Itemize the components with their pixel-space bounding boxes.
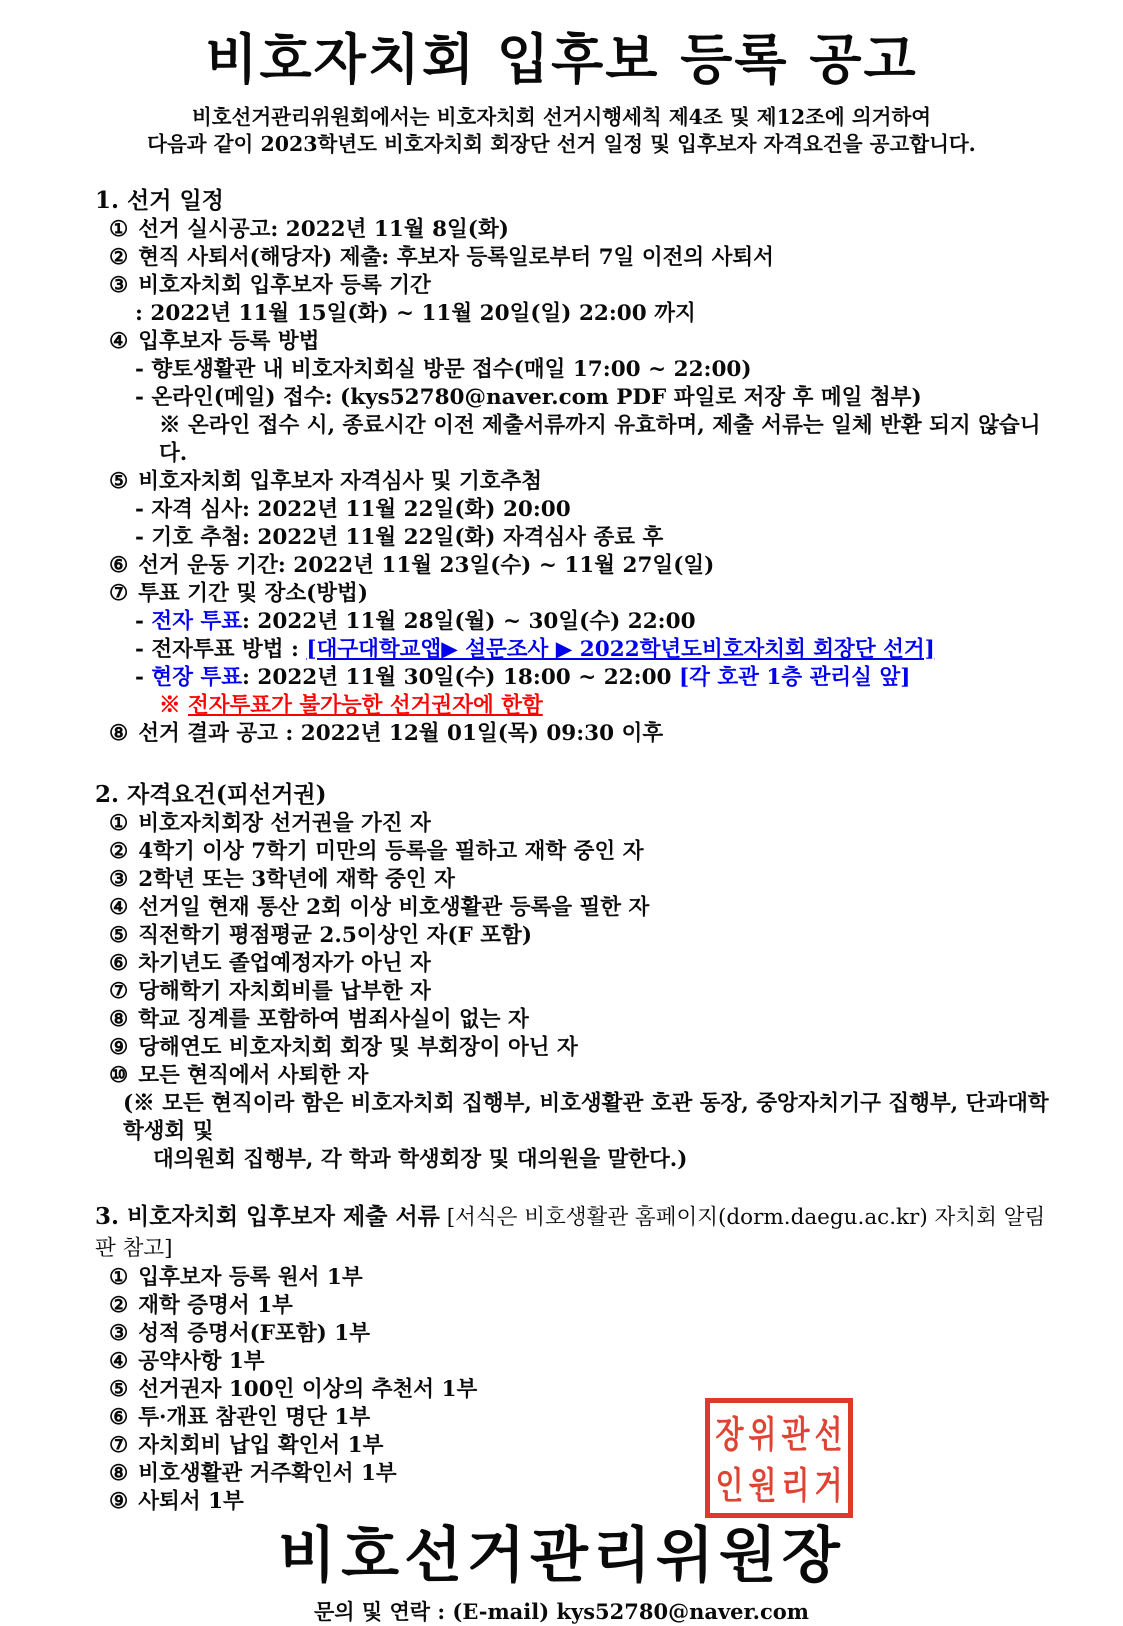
qualification-review-line: - 자격 심사: 2022년 11월 22일(화) 20:00	[135, 497, 571, 522]
item-text: 차기년도 졸업예정자가 아닌 자	[138, 951, 431, 976]
onsite-vote-label: 현장 투표	[151, 665, 242, 690]
registration-visit-line: - 향토생활관 내 비호자치회실 방문 접수(매일 17:00 ~ 22:00)	[135, 357, 752, 382]
seal-char: 리	[781, 1464, 810, 1507]
item-number: ②	[109, 245, 129, 270]
onsite-vote-date: : 2022년 11월 30일(수) 18:00 ~ 22:00	[241, 665, 679, 690]
registration-note: ※ 온라인 접수 시, 종료시간 이전 제출서류까지 유효하며, 제출 서류는 일체 반환 되지 않습니다.	[159, 413, 1041, 466]
page-title: 비호자치회 입후보 등록 공고	[205, 27, 918, 91]
eligibility-item-7	[95, 978, 1063, 1006]
section-2-heading: 2. 자격요건(피선거권)	[95, 781, 327, 808]
section-3-heading-reference: [서식은 비호생활관 홈페이지(dorm.daegu.ac.kr) 자치회 알림판 참고]	[95, 1205, 1046, 1261]
document-item-4	[95, 1348, 1063, 1376]
section-election-schedule	[95, 186, 1063, 748]
item-number: ⑨	[109, 1489, 129, 1514]
document-item-3	[95, 1320, 1063, 1348]
onsite-vote-line	[95, 664, 1063, 692]
section-3-heading-main: 3. 비호자치회 입후보자 제출 서류	[95, 1203, 440, 1230]
item-number: ⑦	[109, 581, 129, 606]
contact-line: 문의 및 연락 : (E-mail) kys52780@naver.com	[313, 1599, 810, 1624]
document-item-1	[95, 1264, 1063, 1292]
item-number: ⑧	[109, 1007, 129, 1032]
subtitle-line-2: 다음과 같이 2023학년도 비호자치회 회장단 선거 일정 및 입후보자 자격요건을 공고합니다.	[147, 132, 976, 156]
item-number: ③	[109, 273, 129, 298]
item-number: ⑦	[109, 979, 129, 1004]
schedule-item-1	[95, 216, 1063, 244]
item-text: 선거 실시공고: 2022년 11월 8일(화)	[138, 217, 509, 242]
item-text: 선거권자 100인 이상의 추천서 1부	[138, 1377, 478, 1402]
schedule-item-8	[95, 720, 1063, 748]
eligibility-item-2	[95, 838, 1063, 866]
dash: -	[135, 609, 152, 634]
schedule-item-3	[95, 272, 1063, 300]
electronic-vote-label: 전자 투표	[151, 609, 242, 634]
item-text: 사퇴서 1부	[138, 1489, 244, 1514]
schedule-item-3-period: : 2022년 11월 15일(화) ~ 11월 20일(일) 22:00 까지	[135, 301, 696, 326]
onsite-vote-location: [각 호관 1층 관리실 앞]	[678, 665, 911, 690]
item-text: 자치회비 납입 확인서 1부	[138, 1433, 384, 1458]
restriction-text: 전자투표가 불가능한 선거권자에 한함	[188, 693, 543, 718]
item-text: 성적 증명서(F포함) 1부	[138, 1321, 370, 1346]
registration-online-line: - 온라인(메일) 접수: (kys52780@naver.com PDF 파일로 저장 후 메일 첨부)	[135, 385, 922, 410]
item-text: 입후보자 등록 방법	[138, 329, 320, 354]
official-seal	[705, 1398, 853, 1518]
eligibility-item-4	[95, 894, 1063, 922]
item-number: ⑦	[109, 1433, 129, 1458]
electronic-vote-line	[95, 608, 1063, 636]
item-number: ⑨	[109, 1035, 129, 1060]
seal-char: 위	[748, 1413, 777, 1456]
eligibility-item-6	[95, 950, 1063, 978]
eligibility-item-10	[95, 1062, 1063, 1090]
method-prefix: - 전자투표 방법 :	[135, 637, 307, 662]
item-text: 비호자치회장 선거권을 가진 자	[138, 811, 431, 836]
schedule-item-5	[95, 468, 1063, 496]
seal-char: 원	[748, 1464, 777, 1507]
item-text: 입후보자 등록 원서 1부	[138, 1265, 363, 1290]
onsite-vote-restriction-note	[95, 692, 1063, 720]
eligibility-item-3	[95, 866, 1063, 894]
schedule-item-4	[95, 328, 1063, 356]
document-item-9	[95, 1488, 1063, 1516]
item-number: ④	[109, 329, 129, 354]
item-text: 2학년 또는 3학년에 재학 중인 자	[138, 867, 455, 892]
document-item-2	[95, 1292, 1063, 1320]
section-1-heading: 1. 선거 일정	[95, 187, 224, 214]
item-text: 직전학기 평점평균 2.5이상인 자(F 포함)	[138, 923, 533, 948]
document-item-5	[95, 1376, 1063, 1404]
dash: -	[135, 665, 152, 690]
item-number: ①	[109, 217, 129, 242]
item-number: ⑥	[109, 951, 129, 976]
item-number: ⑤	[109, 923, 129, 948]
item-text: 모든 현직에서 사퇴한 자	[138, 1063, 369, 1088]
item-text: 비호자치회 입후보자 등록 기간	[138, 273, 431, 298]
section-documents	[95, 1202, 1063, 1516]
item-number: ⑩	[109, 1063, 129, 1088]
item-text: 학교 징계를 포함하여 범죄사실이 없는 자	[138, 1007, 529, 1032]
item-text: 선거 결과 공고 : 2022년 12월 01일(목) 09:30 이후	[138, 721, 664, 746]
item-number: ⑤	[109, 1377, 129, 1402]
document-item-7	[95, 1432, 1063, 1460]
subtitle	[95, 104, 1028, 158]
item-number: ③	[109, 1321, 129, 1346]
document-item-8	[95, 1460, 1063, 1488]
item-text: 비호자치회 입후보자 자격심사 및 기호추첨	[138, 469, 543, 494]
signature-title: 비호선거관리위원장	[278, 1521, 845, 1591]
item-text: 재학 증명서 1부	[138, 1293, 293, 1318]
incumbency-note-line-2: 대의원회 집행부, 각 학과 학생회장 및 대의원을 말한다.)	[153, 1147, 688, 1172]
evote-app-link[interactable]: [대구대학교앱▶ 설문조사 ▶ 2022학년도비호자치회 회장단 선거]	[306, 637, 935, 662]
signature-block	[95, 1520, 1028, 1592]
item-number: ⑥	[109, 1405, 129, 1430]
eligibility-item-9	[95, 1034, 1063, 1062]
item-number: ⑧	[109, 1461, 129, 1486]
schedule-item-2	[95, 244, 1063, 272]
item-number: ③	[109, 867, 129, 892]
schedule-item-7	[95, 580, 1063, 608]
electronic-vote-method-line	[95, 636, 1063, 664]
item-number: ⑥	[109, 553, 129, 578]
seal-char: 관	[781, 1413, 810, 1456]
seal-char: 장	[715, 1413, 744, 1456]
subtitle-line-1: 비호선거관리위원회에서는 비호자치회 선거시행세칙 제4조 및 제12조에 의거하여	[191, 105, 932, 129]
seal-char: 인	[715, 1464, 744, 1507]
item-text: 현직 사퇴서(해당자) 제출: 후보자 등록일로부터 7일 이전의 사퇴서	[138, 245, 774, 270]
item-text: 투표 기간 및 장소(방법)	[138, 581, 369, 606]
item-number: ②	[109, 1293, 129, 1318]
item-text: 당해연도 비호자치회 회장 및 부회장이 아닌 자	[138, 1035, 578, 1060]
document-item-6	[95, 1404, 1063, 1432]
eligibility-item-5	[95, 922, 1063, 950]
seal-char: 거	[814, 1464, 843, 1507]
item-number: ②	[109, 839, 129, 864]
item-text: 4학기 이상 7학기 미만의 등록을 필하고 재학 중인 자	[138, 839, 644, 864]
incumbency-note-line-1: (※ 모든 현직이라 함은 비호자치회 집행부, 비호생활관 호관 동장, 중앙자치기구 집행부, 단과대학 학생회 및	[123, 1091, 1057, 1144]
item-text: 투·개표 참관인 명단 1부	[138, 1405, 371, 1430]
section-eligibility	[95, 780, 1063, 1174]
eligibility-item-8	[95, 1006, 1063, 1034]
seal-char: 선	[814, 1413, 843, 1456]
item-text: 당해학기 자치회비를 납부한 자	[138, 979, 431, 1004]
item-number: ④	[109, 1349, 129, 1374]
item-text: 선거 운동 기간: 2022년 11월 23일(수) ~ 11월 27일(일)	[138, 553, 715, 578]
item-number: ①	[109, 1265, 129, 1290]
eligibility-item-1	[95, 810, 1063, 838]
item-number: ④	[109, 895, 129, 920]
section-3-heading	[95, 1202, 1063, 1264]
reference-mark: ※	[159, 693, 188, 718]
item-number: ①	[109, 811, 129, 836]
electronic-vote-date: : 2022년 11월 28일(월) ~ 30일(수) 22:00	[241, 609, 696, 634]
item-text: 선거일 현재 통산 2회 이상 비호생활관 등록을 필한 자	[138, 895, 650, 920]
item-text: 비호생활관 거주확인서 1부	[138, 1461, 397, 1486]
item-text: 공약사항 1부	[138, 1349, 265, 1374]
item-number: ⑤	[109, 469, 129, 494]
number-draw-line: - 기호 추첨: 2022년 11월 22일(화) 자격심사 종료 후	[135, 525, 664, 550]
schedule-item-6	[95, 552, 1063, 580]
item-number: ⑧	[109, 721, 129, 746]
